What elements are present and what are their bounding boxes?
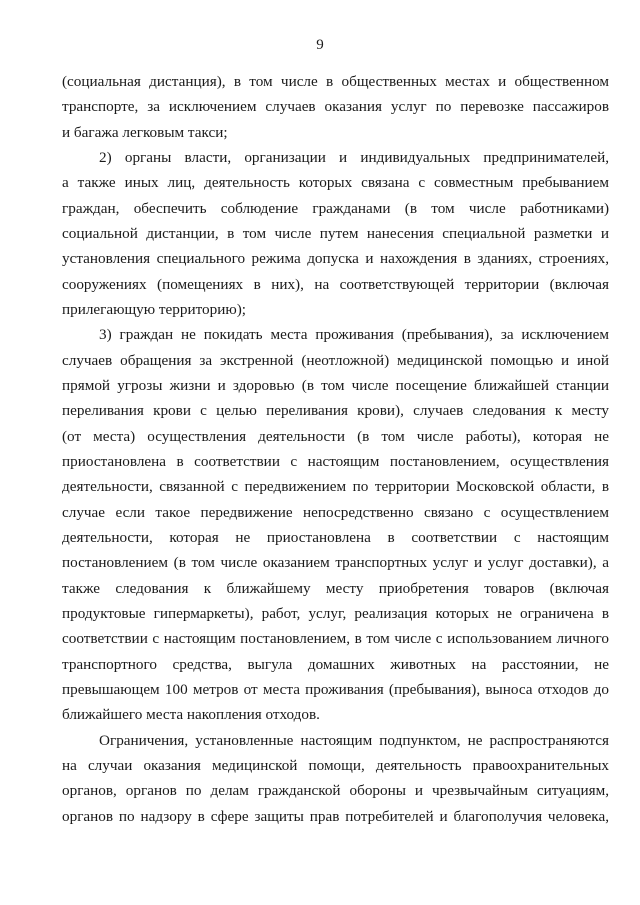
- text-line: 2) органы власти, организации и индивидуальных предпринимателей,: [99, 149, 609, 166]
- text-line: ближайшего места накопления отходов.: [62, 706, 320, 724]
- text-line: граждан, обеспечить соблюдение гражданами (в том числе работниками): [62, 199, 609, 217]
- text-line: превышающем 100 метров от места проживания (пребывания), выноса отходов до: [62, 680, 609, 698]
- text-line: органов, органов по делам гражданской обороны и чрезвычайным ситуациям,: [62, 782, 609, 800]
- text-line: а также иных лиц, деятельность которых связана с совместным пребыванием: [62, 174, 609, 192]
- text-line: (от места) осуществления деятельности (в том числе работы), которая не: [62, 427, 609, 445]
- text-line: социальной дистанции, в том числе путем нанесения специальной разметки и: [62, 225, 609, 242]
- text-line: деятельности, которая не приостановлена в соответствии с настоящим: [62, 528, 609, 546]
- text-line: (социальная дистанция), в том числе в общественных местах и общественном: [62, 73, 609, 90]
- text-line: транспорте, за исключением случаев оказания услуг по перевозке пассажиров: [62, 98, 609, 116]
- text-line: прилегающую территорию);: [62, 301, 246, 318]
- text-line: постановлением (в том числе оказанием транспортных услуг и услуг доставки), а: [62, 554, 609, 572]
- page-number: 9: [316, 37, 324, 53]
- text-line: транспортного средства, выгула домашних животных на расстоянии, не: [62, 655, 609, 673]
- text-line: Ограничения, установленные настоящим подпунктом, не распространяются: [99, 731, 609, 749]
- text-line: продуктовые гипермаркеты), работ, услуг, реализация которых не ограничена в: [62, 604, 609, 622]
- text-line: соответствии с настоящим постановлением, в том числе с использованием личного: [62, 630, 609, 648]
- text-line: 3) граждан не покидать места проживания (пребывания), за исключением: [99, 326, 609, 344]
- text-line: органов по надзору в сфере защиты прав потребителей и благополучия человека,: [62, 807, 609, 825]
- text-line: случае если такое передвижение непосредственно связано с осуществлением: [62, 503, 609, 521]
- text-line: переливания крови с целью переливания крови), случаев следования к месту: [62, 402, 609, 420]
- text-line: случаев обращения за экстренной (неотложной) медицинской помощью и иной: [62, 351, 609, 369]
- text-line: установления специального режима допуска и нахождения в зданиях, строениях,: [62, 250, 609, 268]
- text-line: также следования к ближайшему месту приобретения товаров (включая: [62, 579, 609, 597]
- text-line: прямой угрозы жизни и здоровью (в том числе посещение ближайшей станции: [62, 377, 609, 394]
- text-line: приостановлена в соответствии с настоящим постановлением, осуществления: [62, 452, 609, 470]
- text-line: сооружениях (помещениях в них), на соответствующей территории (включая: [62, 275, 609, 293]
- text-line: и багажа легковым такси;: [62, 123, 228, 141]
- text-line: на случаи оказания медицинской помощи, деятельность правоохранительных: [62, 756, 609, 774]
- text-line: деятельности, связанной с передвижением по территории Московской области, в: [62, 478, 609, 496]
